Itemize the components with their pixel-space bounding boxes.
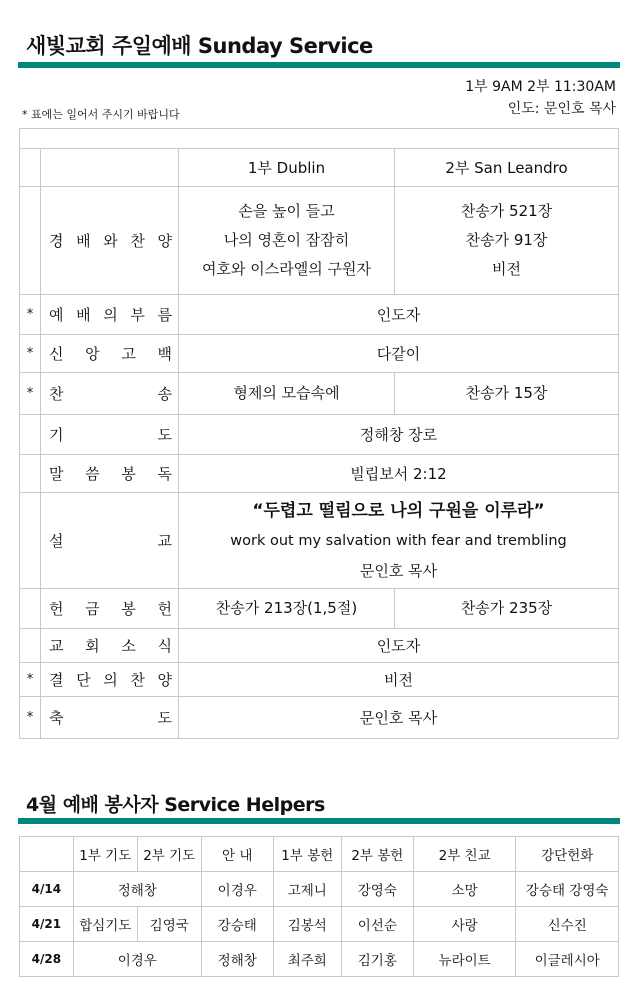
item-detail: 인도자 <box>179 629 619 663</box>
sermon-cell <box>179 493 619 589</box>
table-row <box>20 663 619 697</box>
item-col2 <box>395 589 619 629</box>
stand-marker: * <box>20 373 41 415</box>
song-line: 손을 높이 들고 <box>238 202 335 220</box>
fellowship-cell: 사랑 <box>413 907 516 942</box>
item-name-char: 배 <box>76 306 91 324</box>
item-col2 <box>395 373 619 415</box>
prayer1-cell: 합심기도 <box>73 907 137 942</box>
item-name-char: 씀 <box>85 465 100 483</box>
stand-marker <box>20 493 41 589</box>
song-line: 찬송가 521장 <box>460 202 553 220</box>
item-name-char: 의 <box>103 671 118 689</box>
item-name-char: 단 <box>76 671 91 689</box>
song-line: 여호와 이스라엘의 구원자 <box>202 260 371 278</box>
helpers-title: 4월 예배 봉사자 Service Helpers <box>26 794 325 816</box>
song-line: 찬송가 235장 <box>460 599 553 617</box>
item-name-char: 말 <box>49 465 64 483</box>
helpers-header: 2부 봉헌 <box>341 837 413 872</box>
stand-marker: * <box>20 335 41 373</box>
item-name-char: 신 <box>49 345 64 363</box>
offer1-cell: 최주희 <box>273 942 341 977</box>
helpers-header: 2부 친교 <box>413 837 516 872</box>
item-name-char: 식 <box>157 637 172 655</box>
item-name-char: 배 <box>76 232 91 250</box>
item-name <box>41 663 179 697</box>
song-line: 나의 영혼이 잠잠히 <box>223 231 350 249</box>
table-row <box>20 493 619 589</box>
helpers-header: 2부 기도 <box>137 837 201 872</box>
item-name-char: 교 <box>49 637 64 655</box>
item-name-char: 양 <box>157 671 172 689</box>
song-line: 비전 <box>492 260 521 278</box>
offer1-cell: 고제니 <box>273 872 341 907</box>
item-name-char: 름 <box>157 306 172 324</box>
item-name-char: 설 <box>49 532 64 550</box>
col1-header: 1부 Dublin <box>179 149 395 187</box>
song-line: 찬송가 15장 <box>465 384 548 402</box>
helpers-header: 강단헌화 <box>516 837 619 872</box>
item-name-char: 도 <box>157 709 172 727</box>
stand-marker: * <box>20 663 41 697</box>
item-name-char: 봉 <box>121 465 136 483</box>
item-name-char: 송 <box>157 385 172 403</box>
table-header-row <box>20 149 619 187</box>
table-row <box>20 373 619 415</box>
helpers-date: 4/28 <box>20 942 74 977</box>
offer2-cell: 김기홍 <box>341 942 413 977</box>
item-detail: 빌립보서 2:12 <box>179 455 619 493</box>
item-name-char: 와 <box>103 232 118 250</box>
item-name-char: 도 <box>157 426 172 444</box>
table-row <box>20 697 619 739</box>
helpers-header-row <box>20 837 619 872</box>
item-name <box>41 295 179 335</box>
item-name-char: 찬 <box>49 385 64 403</box>
guide-cell: 이경우 <box>201 872 273 907</box>
item-name-char: 의 <box>103 306 118 324</box>
item-name-char: 독 <box>157 465 172 483</box>
sermon-speaker: 문인호 목사 <box>359 561 438 580</box>
item-name-char: 예 <box>49 306 64 324</box>
table-row <box>20 872 619 907</box>
stand-marker <box>20 589 41 629</box>
helpers-header: 안 내 <box>201 837 273 872</box>
fellowship-cell: 소망 <box>413 872 516 907</box>
item-name <box>41 373 179 415</box>
offer1-cell: 김봉석 <box>273 907 341 942</box>
prayer-cell: 이경우 <box>73 942 201 977</box>
helpers-divider <box>18 818 620 824</box>
item-name-char: 회 <box>85 637 100 655</box>
stand-marker <box>20 415 41 455</box>
item-name-char: 소 <box>121 637 136 655</box>
stand-marker <box>20 629 41 663</box>
table-spacer-row <box>20 129 619 149</box>
item-name-char: 고 <box>121 345 136 363</box>
table-row <box>20 942 619 977</box>
table-row <box>20 907 619 942</box>
item-name-char: 봉 <box>121 600 136 618</box>
item-name-char: 양 <box>157 232 172 250</box>
item-name-char: 부 <box>130 306 145 324</box>
item-col2 <box>395 187 619 295</box>
song-line: 형제의 모습속에 <box>233 384 340 402</box>
item-name-char: 금 <box>85 600 100 618</box>
stand-marker: * <box>20 697 41 739</box>
item-detail: 비전 <box>179 663 619 697</box>
item-detail: 정해창 장로 <box>179 415 619 455</box>
item-name-char: 교 <box>157 532 172 550</box>
item-name-char: 축 <box>49 709 64 727</box>
stand-marker: * <box>20 295 41 335</box>
table-row <box>20 415 619 455</box>
item-name-char: 결 <box>49 671 64 689</box>
service-times: 1부 9AM 2부 11:30AM <box>465 79 616 95</box>
item-name <box>41 697 179 739</box>
guide-cell: 정해창 <box>201 942 273 977</box>
item-name <box>41 455 179 493</box>
flowers-cell: 이글레시아 <box>516 942 619 977</box>
helpers-table <box>19 836 619 977</box>
table-row <box>20 335 619 373</box>
sermon-title: “두렵고 떨림으로 나의 구원을 이루라” <box>252 500 545 521</box>
item-col1 <box>179 187 395 295</box>
title-divider <box>18 62 620 68</box>
song-line: 찬송가 213장(1,5절) <box>215 599 358 617</box>
service-order-table <box>19 128 619 739</box>
stand-marker <box>20 187 41 295</box>
item-name-char: 헌 <box>49 600 64 618</box>
helpers-date: 4/21 <box>20 907 74 942</box>
prayer-cell: 정해창 <box>73 872 201 907</box>
item-name <box>41 187 179 295</box>
table-row <box>20 629 619 663</box>
item-detail: 문인호 목사 <box>179 697 619 739</box>
table-row <box>20 455 619 493</box>
offer2-cell: 강영숙 <box>341 872 413 907</box>
service-info <box>465 76 616 120</box>
service-leader: 인도: 문인호 목사 <box>507 101 616 117</box>
helpers-header: 1부 봉헌 <box>273 837 341 872</box>
item-name <box>41 335 179 373</box>
item-name <box>41 493 179 589</box>
item-name-char: 경 <box>49 232 64 250</box>
item-name <box>41 589 179 629</box>
helpers-header: 1부 기도 <box>73 837 137 872</box>
item-name-char: 헌 <box>157 600 172 618</box>
item-name-char: 백 <box>157 345 172 363</box>
offer2-cell: 이선순 <box>341 907 413 942</box>
item-name <box>41 629 179 663</box>
table-row <box>20 187 619 295</box>
item-col1 <box>179 589 395 629</box>
item-name-char: 찬 <box>130 232 145 250</box>
standing-note: * 표에는 일어서 주시기 바랍니다 <box>22 108 180 121</box>
col2-header: 2부 San Leandro <box>395 149 619 187</box>
song-line: 찬송가 91장 <box>465 231 548 249</box>
guide-cell: 강승태 <box>201 907 273 942</box>
item-name <box>41 415 179 455</box>
table-row <box>20 295 619 335</box>
item-detail: 인도자 <box>179 295 619 335</box>
fellowship-cell: 뉴라이트 <box>413 942 516 977</box>
item-name-char: 앙 <box>85 345 100 363</box>
item-detail: 다같이 <box>179 335 619 373</box>
helpers-date: 4/14 <box>20 872 74 907</box>
item-col1 <box>179 373 395 415</box>
flowers-cell: 신수진 <box>516 907 619 942</box>
sermon-english: work out my salvation with fear and trembling <box>230 532 567 549</box>
page-title: 새빛교회 주일예배 Sunday Service <box>26 34 373 58</box>
stand-marker <box>20 455 41 493</box>
item-name-char: 찬 <box>130 671 145 689</box>
table-row <box>20 589 619 629</box>
flowers-cell: 강승태 강영숙 <box>516 872 619 907</box>
item-name-char: 기 <box>49 426 64 444</box>
prayer2-cell: 김영국 <box>137 907 201 942</box>
